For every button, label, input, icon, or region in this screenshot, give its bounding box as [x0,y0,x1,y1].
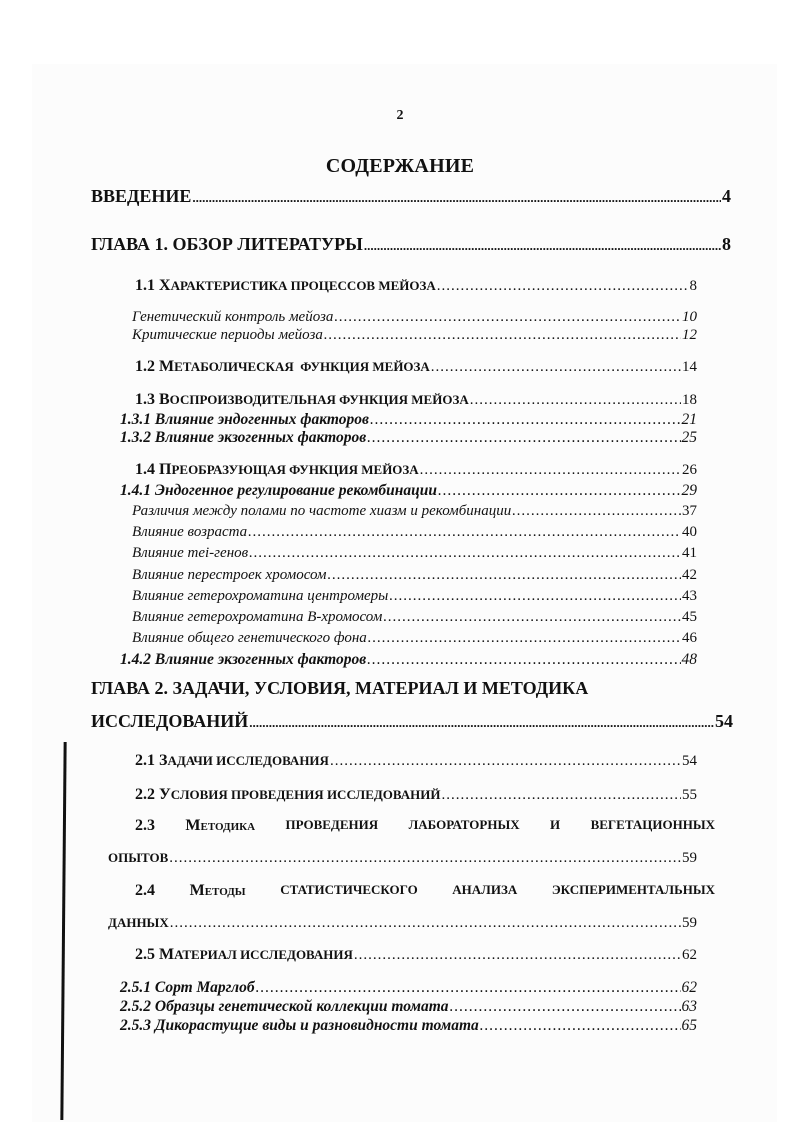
toc-label: ВВЕДЕНИЕ [91,186,192,206]
toc-entry-b-chromosomes[interactable] [132,609,697,626]
toc-entry-introduction[interactable] [91,186,731,207]
toc-page: 54 [682,753,697,769]
leader-dots [330,753,681,770]
toc-page: 29 [681,482,697,499]
toc-page: 59 [682,850,697,866]
toc-entry-2-3-line1[interactable] [135,817,715,835]
leader-dots [248,524,681,541]
toc-entry-chapter-1[interactable] [91,234,731,255]
toc-page: 62 [682,947,697,963]
toc-entry-1-3[interactable] [135,391,697,409]
word: ЛАБОРАТОРНЫХ [408,817,520,832]
toc-page: 8 [689,278,697,294]
toc-label: ГЛАВА 1. ОБЗОР ЛИТЕРАТУРЫ [91,234,363,254]
word: ЭКСПЕРИМЕНТАЛЬНЫХ [551,882,715,897]
toc-entry-centromere-heterochromatin[interactable] [132,588,697,605]
toc-page: 46 [682,630,697,646]
leader-dots [368,630,681,647]
toc-page: 62 [681,979,697,996]
toc-page: 40 [682,524,697,540]
toc-page: 8 [722,234,731,254]
leader-dots [169,850,681,867]
word: СТАТИСТИЧЕСКОГО [280,882,418,897]
toc-page: 59 [682,915,697,931]
toc-page: 21 [681,411,697,428]
toc-entry-1-3-1[interactable] [120,411,697,429]
leader-dots [438,482,680,500]
toc-label: Влияние mei-генов [132,545,249,561]
toc-page: 48 [681,651,697,668]
toc-page: 65 [681,1017,697,1034]
toc-entry-2-4[interactable] [108,915,697,932]
toc-entry-1-4-1[interactable] [120,482,697,500]
toc-label: ОПЫТОВ [108,850,169,865]
toc-page: 10 [682,309,697,325]
toc-entry-chapter-2-line1[interactable]: ГЛАВА 2. ЗАДАЧИ, УСЛОВИЯ, МАТЕРИАЛ И МЕТОДИКА [91,678,589,698]
leader-dots [420,462,681,479]
leader-dots [480,1017,681,1035]
leader-dots [354,947,681,964]
toc-label: 1.4.2 Влияние экзогенных факторов [120,651,367,668]
leader-dots [389,588,681,605]
section-number: 2.4 [135,882,155,899]
toc-entry-2-5-1[interactable] [120,979,697,997]
toc-entry-1-2[interactable] [135,358,697,376]
toc-label: 1.3.1 Влияние эндогенных факторов [120,411,369,428]
leader-dots [324,327,681,344]
leader-dots [470,392,681,409]
toc-page: 42 [682,567,697,583]
toc-page: 55 [682,787,697,803]
toc-page: 54 [715,711,733,731]
toc-label: 2.5.2 Образцы генетической коллекции томата [120,998,449,1015]
toc-label: Генетический контроль мейоза [132,309,334,325]
toc-page: 63 [681,998,697,1015]
toc-label: 2.1 ЗАДАЧИ ИССЛЕДОВАНИЯ [135,752,329,769]
page-number: 2 [396,108,404,123]
toc-entry-2-5-3[interactable] [120,1017,697,1035]
leader-dots [442,787,682,804]
toc-label: 1.3 ВОСПРОИЗВОДИТЕЛЬНАЯ ФУНКЦИЯ МЕЙОЗА [135,391,469,408]
toc-entry-2-1[interactable] [135,752,697,770]
toc-entry-age[interactable] [132,524,697,541]
toc-label: 1.4.1 Эндогенное регулирование рекомбинации [120,482,438,499]
toc-page: 26 [682,462,697,478]
toc-page: 41 [682,545,697,561]
toc-entry-2-4-line1[interactable] [135,882,715,900]
leader-dots [367,429,680,447]
toc-page: 37 [682,503,697,519]
toc-page: 18 [682,392,697,408]
leader-dots [328,567,681,584]
leader-dots [431,359,681,376]
toc-page: 12 [682,327,697,343]
toc-label: Влияние перестроек хромосом [132,567,327,583]
toc-label: Влияние гетерохроматина B-хромосом [132,609,383,625]
leader-dots [192,190,721,206]
leader-dots [364,238,721,254]
toc-label: Критические периоды мейоза [132,327,323,343]
toc-entry-1-3-2[interactable] [120,429,697,447]
word: Методика [185,817,256,834]
toc-entry-1-1-critical-periods[interactable] [132,327,697,344]
toc-page: 43 [682,588,697,604]
leader-dots [249,545,681,562]
toc-label: 1.2 МЕТАБОЛИЧЕСКАЯ ФУНКЦИЯ МЕЙОЗА [135,358,430,375]
toc-label: 1.3.2 Влияние экзогенных факторов [120,429,367,446]
leader-dots [512,503,681,520]
word: АНАЛИЗА [452,882,518,897]
leader-dots [367,651,680,669]
toc-label: ИССЛЕДОВАНИЙ [91,711,249,731]
toc-page: 14 [682,359,697,375]
section-number: 2.3 [135,817,155,834]
toc-label: Влияние общего генетического фона [132,630,367,646]
toc-page: 25 [681,429,697,446]
word: И [550,817,561,832]
leader-dots [450,998,681,1016]
toc-label: ДАННЫХ [108,915,169,930]
toc-entry-1-1[interactable] [135,277,697,295]
toc-title: СОДЕРЖАНИЕ [325,155,475,177]
toc-label: Влияние возраста [132,524,248,540]
toc-label: Различия между полами по частоте хиазм и рекомбинации [132,503,512,519]
toc-label: Влияние гетерохроматина центромеры [132,588,389,604]
toc-label: 2.5 МАТЕРИАЛ ИССЛЕДОВАНИЯ [135,946,353,963]
toc-entry-sex-differences[interactable] [132,503,697,520]
toc-label: 1.4 ПРЕОБРАЗУЮЩАЯ ФУНКЦИЯ МЕЙОЗА [135,461,419,478]
leader-dots [383,609,681,626]
toc-entry-2-2[interactable] [135,786,697,804]
toc-page: 4 [722,186,731,206]
toc-label: 2.2 УСЛОВИЯ ПРОВЕДЕНИЯ ИССЛЕДОВАНИЙ [135,786,441,803]
leader-dots [170,915,681,932]
toc-label: 2.5.3 Дикорастущие виды и разновидности томата [120,1017,479,1034]
toc-label: 2.5.1 Сорт Марглоб [120,979,255,996]
leader-dots [437,278,689,295]
toc-entry-1-4-2[interactable] [120,651,697,669]
toc-entry-2-5[interactable] [135,946,697,964]
word: ПРОВЕДЕНИЯ [285,817,379,832]
leader-dots [256,979,681,997]
toc-entry-mei-genes[interactable] [132,545,697,562]
leader-dots [249,715,714,731]
toc-entry-1-1-genetic-control[interactable] [132,309,697,326]
toc-entry-genetic-background[interactable] [132,630,697,647]
leader-dots [334,309,681,326]
toc-entry-1-4[interactable] [135,461,697,479]
leader-dots [370,411,681,429]
toc-page: 45 [682,609,697,625]
toc-entry-2-5-2[interactable] [120,998,697,1016]
toc-entry-2-3[interactable] [108,850,697,867]
word: ВЕГЕТАЦИОННЫХ [590,817,715,832]
word: Методы [189,882,246,899]
toc-entry-chapter-2[interactable] [91,711,733,732]
toc-entry-rearrangements[interactable] [132,567,697,584]
toc-label: 1.1 ХАРАКТЕРИСТИКА ПРОЦЕССОВ МЕЙОЗА [135,277,436,294]
